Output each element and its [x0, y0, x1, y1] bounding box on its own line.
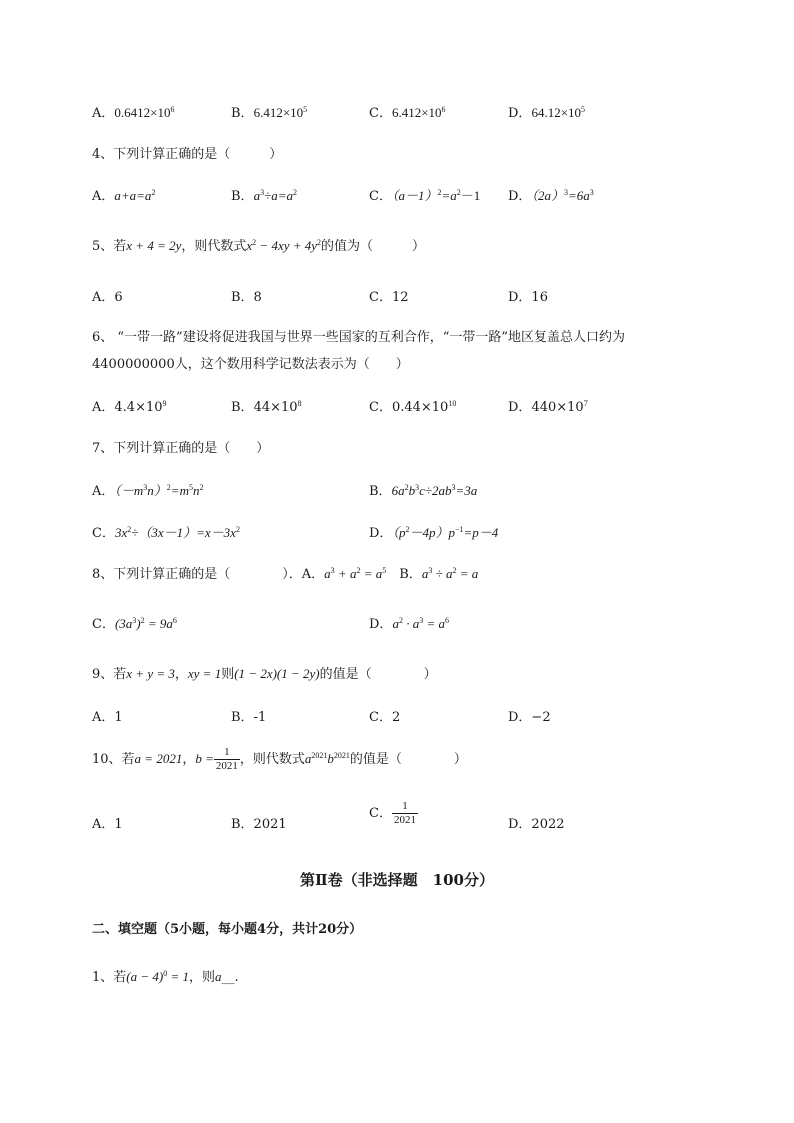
- q8-option-b: B．$a^3 \div a^2 = a$: [399, 566, 479, 582]
- q9-option-d: D．−2: [508, 710, 551, 725]
- q3-option-c: C．$6.412\times 10^6$: [369, 105, 446, 121]
- q5-option-a: A．6: [92, 290, 123, 305]
- q3-option-d: D．$64.12\times 10^5$: [508, 105, 586, 121]
- q8-option-d: D．$a^2 \cdot a^3 = a^6$: [369, 616, 449, 632]
- q9-option-a: A．1: [92, 710, 123, 725]
- q4-option-d: D．$(2a)^3=6a^3$: [508, 188, 594, 204]
- q7-option-d: D．$(p^2-4p)p^{-1}=p-4$: [369, 525, 499, 541]
- q4-option-b: B．$a^3\div a=a^2$: [231, 188, 297, 204]
- q10-fraction: $\frac{1}{2021}$: [215, 746, 238, 772]
- q3-option-b: B．$6.412\times 10^5$: [231, 105, 308, 121]
- q9-option-b: B．-1: [231, 710, 267, 725]
- q4-stem: 4、下列计算正确的是（ ）: [92, 147, 283, 162]
- section2-heading: 二、填空题（5小题，每小题4分，共计20分）: [92, 922, 363, 937]
- part2-title: 第Ⅱ卷（非选择题 100分）: [300, 871, 494, 889]
- q3-option-a: A．$0.6412\times 10^6$: [92, 105, 175, 121]
- q10-option-c-fraction: $\frac{1}{2021}$: [393, 800, 416, 826]
- q10-option-d: D．2022: [508, 817, 565, 832]
- q8-option-a: A．$a^3 + a^2 = a^5$: [301, 566, 387, 582]
- fill1-blank[interactable]: __: [221, 970, 235, 985]
- q6-option-a: A．$4.4\times 10^9$: [92, 399, 167, 415]
- q9-option-c: C．2: [369, 710, 401, 725]
- q4-option-c: C．$(a-1)^2=a^2-1$: [369, 188, 481, 204]
- q6-option-b: B．$44\times 10^8$: [231, 399, 302, 415]
- q5-option-c: C．12: [369, 290, 409, 305]
- q6-option-d: D．$440\times 10^7$: [508, 399, 588, 415]
- q6-stem-line1: 6、 “一带一路”建设将促进我国与世界一些国家的互利合作，“一带一路”地区复盖总人口约为: [92, 330, 625, 345]
- q10-stem: 10、若a = 2021，b = $\frac{1}{2021}$ ，则代数式$a^{2021}b^{2021}$的值是（ ）: [92, 746, 467, 772]
- fill1-stem: 1、若$(a - 4)^0 = 1$，则a__.: [92, 969, 239, 985]
- q6-stem-line2: 4400000000人，这个数用科学记数法表示为（ ）: [92, 357, 409, 372]
- q7-option-a: A．$(-m^3n)^2=m^5n^2$: [92, 483, 204, 499]
- q7-option-c: C．$3x^2\div(3x-1)=x-3x^2$: [92, 525, 240, 541]
- q8-stem: 8、下列计算正确的是（ ）．A．$a^3 + a^2 = a^5$ B．$a^3 \div a^2 = a$: [92, 566, 479, 582]
- q5-option-d: D．16: [508, 290, 548, 305]
- q5-option-b: B．8: [231, 290, 262, 305]
- q4-option-a: A．$a+a=a^2$: [92, 188, 156, 204]
- q8-option-c: C．$(3a^3)^2 = 9a^6$: [92, 616, 177, 632]
- q7-option-b: B．$6a^2b^3c\div 2ab^3=3a$: [369, 483, 478, 499]
- q6-option-c: C．$0.44\times 10^{10}$: [369, 399, 457, 415]
- q10-option-b: B．2021: [231, 817, 287, 832]
- q7-stem: 7、下列计算正确的是（ ）: [92, 441, 270, 456]
- q10-option-c: C． $\frac{1}{2021}$: [369, 800, 416, 826]
- q5-stem: 5、若x + 4 = 2y，则代数式$x^2 - 4xy + 4y^2$的值为（ ）: [92, 238, 426, 254]
- q9-stem: 9、若x + y = 3，xy = 1则(1 − 2x)(1 − 2y)的值是（ ）: [92, 666, 437, 682]
- q10-option-a: A．1: [92, 817, 123, 832]
